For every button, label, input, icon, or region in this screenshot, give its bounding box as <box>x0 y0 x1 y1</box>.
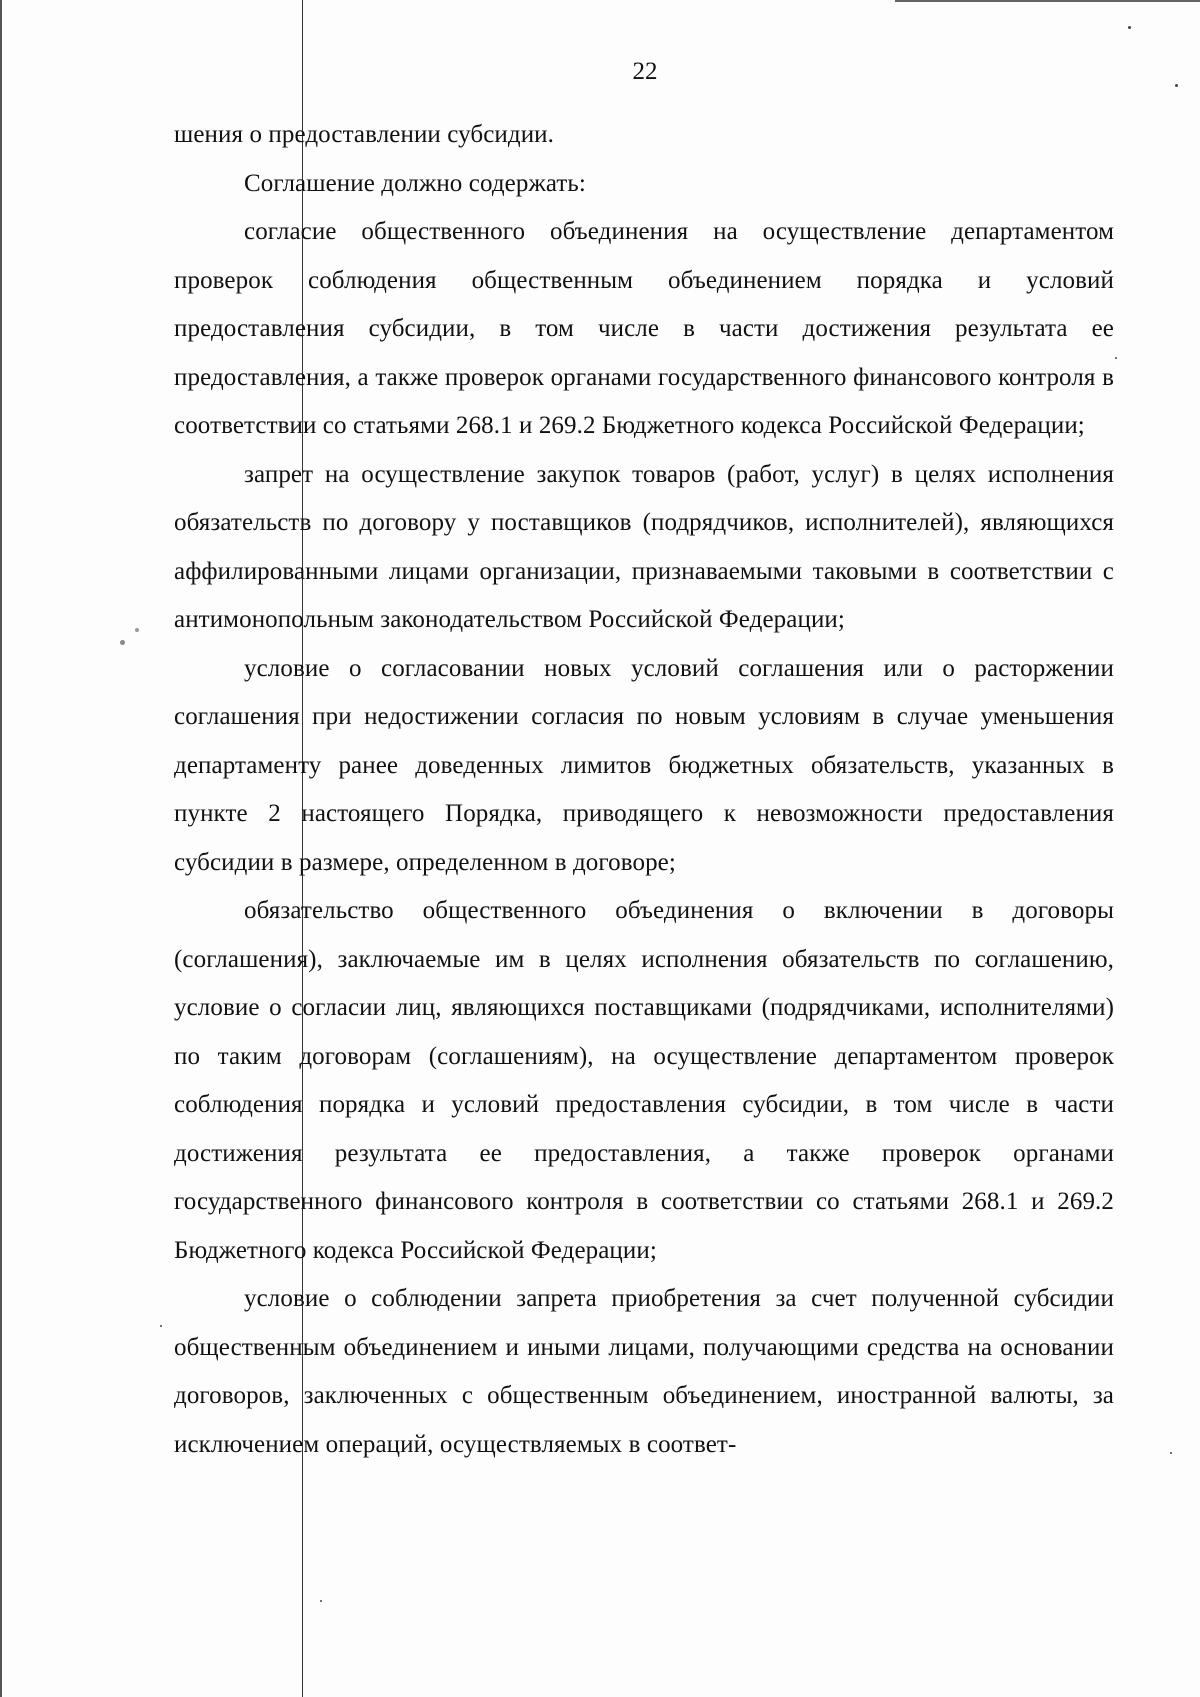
paragraph: шения о предоставлении субсидии. <box>174 121 555 148</box>
paragraph: согласие общественного объединения на осуществление департаментом проверок соблюдения общественным объединением порядка и условий предоставления субсидии, в том числе в части достижения результата ее предоставления, а также проверок органами государственного финансового контроля в соответствии со статьями 268.1 и 269.2 Бюджетного кодекса Российской Федерации; <box>174 218 1114 439</box>
paragraph: условие о согласовании новых условий соглашения или о расторжении соглашения при недостижении согласия по новым условиям в случае уменьшения департаменту ранее доведенных лимитов бюджетных обязательств, указанных в пункте 2 настоящего Порядка, приводящего к невозможности предоставления субсидии в размере, определенном в договоре; <box>174 654 1114 876</box>
scan-speck <box>1115 357 1117 359</box>
scan-edge-line <box>0 0 2 1697</box>
paragraph: Соглашение должно содержать: <box>244 169 586 197</box>
page-number: 22 <box>632 58 658 85</box>
scan-speck <box>320 1600 322 1602</box>
scan-speck <box>1128 26 1131 29</box>
scan-speck <box>1170 1452 1172 1454</box>
paragraph: обязательство общественного объединения о включении в договоры (соглашения), заключаемые им в целях исполнения обязательств по соглашению, условие о согласии лиц, являющихся поставщиками (подрядчиками, исполнителями) по таким договорам (соглашениям), на осуществление департаментом проверок соблюдения порядка и условий предоставления субсидии, в том числе в части достижения результата ее предоставления, а также проверок органами государственного финансового контроля в соответствии со статьями 268.1 и 269.2 Бюджетного кодекса Российской Федерации; <box>174 897 1114 1264</box>
paragraph: запрет на осуществление закупок товаров (работ, услуг) в целях исполнения обязательств по договору у поставщиков (подрядчиков, исполнителей), являющихся аффилированными лицами организации, признаваемыми таковыми в соответствии с антимонопольным законодательством Российской Федерации; <box>174 460 1114 633</box>
scan-speck <box>135 628 139 632</box>
scan-speck <box>120 640 125 645</box>
document-body <box>174 111 1114 1469</box>
scan-top-line <box>895 0 1200 2</box>
paragraph: условие о соблюдении запрета приобретения за счет полученной субсидии общественным объединением и иными лицами, получающими средства на основании договоров, заключенных с общественным объединением, иностранной валюты, за исключением операций, осуществляемых в соответ- <box>174 1285 1114 1458</box>
scan-speck <box>160 1325 162 1327</box>
